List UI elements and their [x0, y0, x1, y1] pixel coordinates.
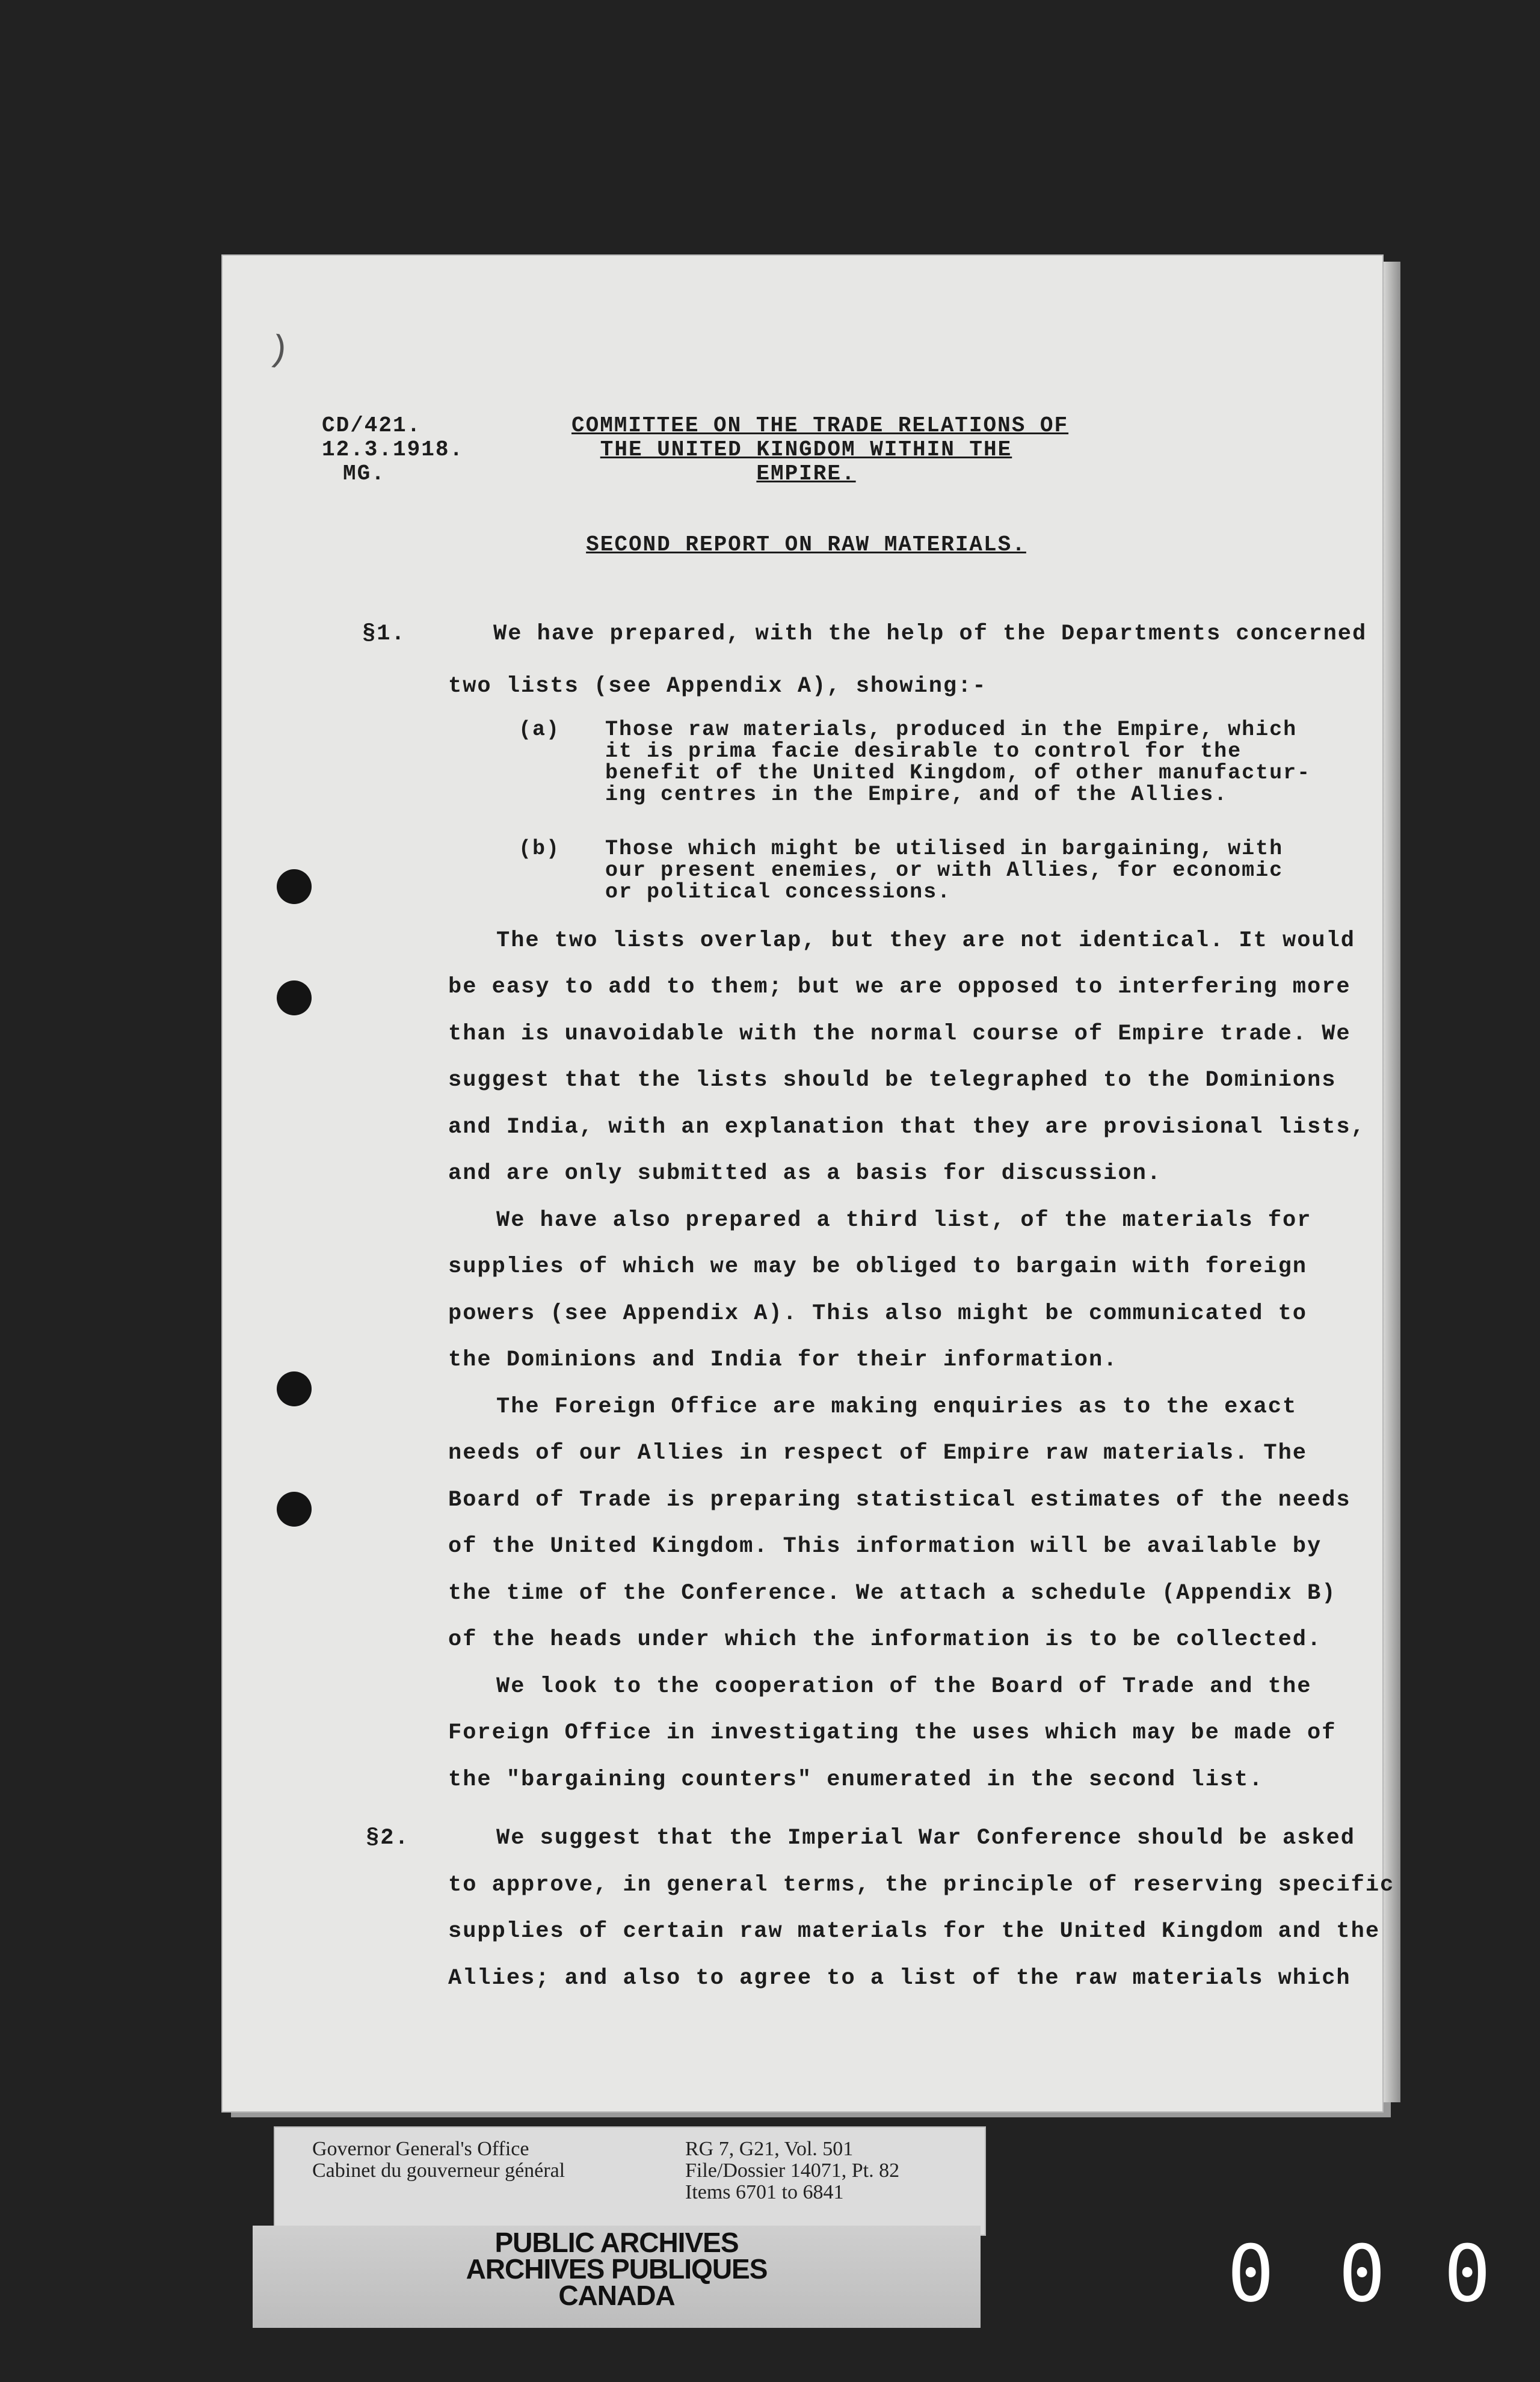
list-a-line: Those raw materials, produced in the Empire, which: [605, 718, 1298, 742]
stamp-line-3: CANADA: [558, 2280, 675, 2311]
body-line: be easy to add to them; but we are opposed to interfering more: [448, 974, 1351, 1000]
body-line: We have also prepared a third list, of the materials for: [496, 1208, 1312, 1233]
punch-hole: [277, 980, 312, 1015]
body-line: the time of the Conference. We attach a schedule (Appendix B): [448, 1581, 1337, 1606]
title-line-2: THE UNITED KINGDOM WITHIN THE: [600, 437, 1012, 462]
initials: MG.: [343, 461, 386, 486]
archive-items: Items 6701 to 6841: [685, 2181, 844, 2203]
body-line: suggest that the lists should be telegraphed to the Dominions: [448, 1068, 1337, 1093]
body-line: supplies of which we may be obliged to bargain with foreign: [448, 1254, 1308, 1279]
list-label-b: (b): [519, 837, 561, 861]
body-line: of the heads under which the information is to be collected.: [448, 1627, 1322, 1652]
punch-hole: [277, 1492, 312, 1527]
archive-office-fr: Cabinet du gouverneur général: [312, 2159, 565, 2182]
body-line: powers (see Appendix A). This also might be communicated to: [448, 1301, 1308, 1326]
list-a-line: it is prima facie desirable to control for the: [605, 739, 1242, 763]
section-marker-1: §1.: [362, 621, 406, 647]
body-line: the Dominions and India for their information.: [448, 1347, 1118, 1373]
title-line-1: COMMITTEE ON THE TRADE RELATIONS OF: [571, 413, 1069, 438]
section-1-line-1: We have prepared, with the help of the Departments concerned: [493, 621, 1367, 647]
archive-file: File/Dossier 14071, Pt. 82: [685, 2159, 900, 2182]
title-line-3: EMPIRE.: [756, 461, 856, 486]
body-line: the "bargaining counters" enumerated in the second list.: [448, 1767, 1264, 1793]
section-1-line-2: two lists (see Appendix A), showing:-: [448, 674, 987, 699]
body-line: Allies; and also to agree to a list of the raw materials which: [448, 1966, 1351, 1991]
list-b-line: Those which might be utilised in bargaining, with: [605, 837, 1284, 861]
body-line: than is unavoidable with the normal course of Empire trade. We: [448, 1021, 1351, 1047]
pencil-mark: ): [265, 329, 292, 374]
list-b-line: or political concessions.: [605, 880, 952, 904]
page-edge: [1384, 262, 1400, 2102]
archive-record-group: RG 7, G21, Vol. 501: [685, 2138, 854, 2160]
ref-code: CD/421.: [322, 413, 422, 438]
body-line: to approve, in general terms, the principle of reserving specific: [448, 1873, 1395, 1898]
body-line: and are only submitted as a basis for discussion.: [448, 1161, 1162, 1186]
list-a-line: benefit of the United Kingdom, of other manufactur-: [605, 761, 1311, 785]
body-line: The two lists overlap, but they are not identical. It would: [496, 928, 1356, 953]
frame-counter-digit: 0: [1338, 2228, 1386, 2319]
archives-stamp: [253, 2226, 981, 2328]
list-a-line: ing centres in the Empire, and of the Allies.: [605, 783, 1228, 807]
archive-office-en: Governor General's Office: [312, 2138, 529, 2160]
list-label-a: (a): [519, 718, 561, 742]
frame-counter-digit: 0: [1227, 2228, 1275, 2319]
body-line: We look to the cooperation of the Board of Trade and the: [496, 1674, 1312, 1699]
body-line: of the United Kingdom. This information will be available by: [448, 1534, 1322, 1559]
frame-counter-digit: 0: [1444, 2228, 1491, 2319]
document-page: [223, 256, 1395, 2111]
body-line: Board of Trade is preparing statistical estimates of the needs: [448, 1488, 1351, 1513]
punch-hole: [277, 869, 312, 904]
body-line: supplies of certain raw materials for the United Kingdom and the: [448, 1919, 1381, 1944]
body-line: needs of our Allies in respect of Empire raw materials. The: [448, 1441, 1308, 1466]
punch-hole: [277, 1371, 312, 1406]
body-line: The Foreign Office are making enquiries as to the exact: [496, 1394, 1298, 1420]
body-line: and India, with an explanation that they are provisional lists,: [448, 1115, 1366, 1140]
subtitle: SECOND REPORT ON RAW MATERIALS.: [586, 532, 1026, 557]
section-marker-2: §2.: [366, 1826, 410, 1851]
document-date: 12.3.1918.: [322, 437, 464, 462]
stamp-line-1: PUBLIC ARCHIVES: [494, 2227, 739, 2258]
body-line: Foreign Office in investigating the uses which may be made of: [448, 1720, 1337, 1746]
section-2-line-1: We suggest that the Imperial War Conference should be asked: [496, 1826, 1356, 1851]
list-b-line: our present enemies, or with Allies, for economic: [605, 858, 1284, 882]
archive-label: [274, 2126, 986, 2236]
stamp-line-2: ARCHIVES PUBLIQUES: [466, 2253, 768, 2285]
